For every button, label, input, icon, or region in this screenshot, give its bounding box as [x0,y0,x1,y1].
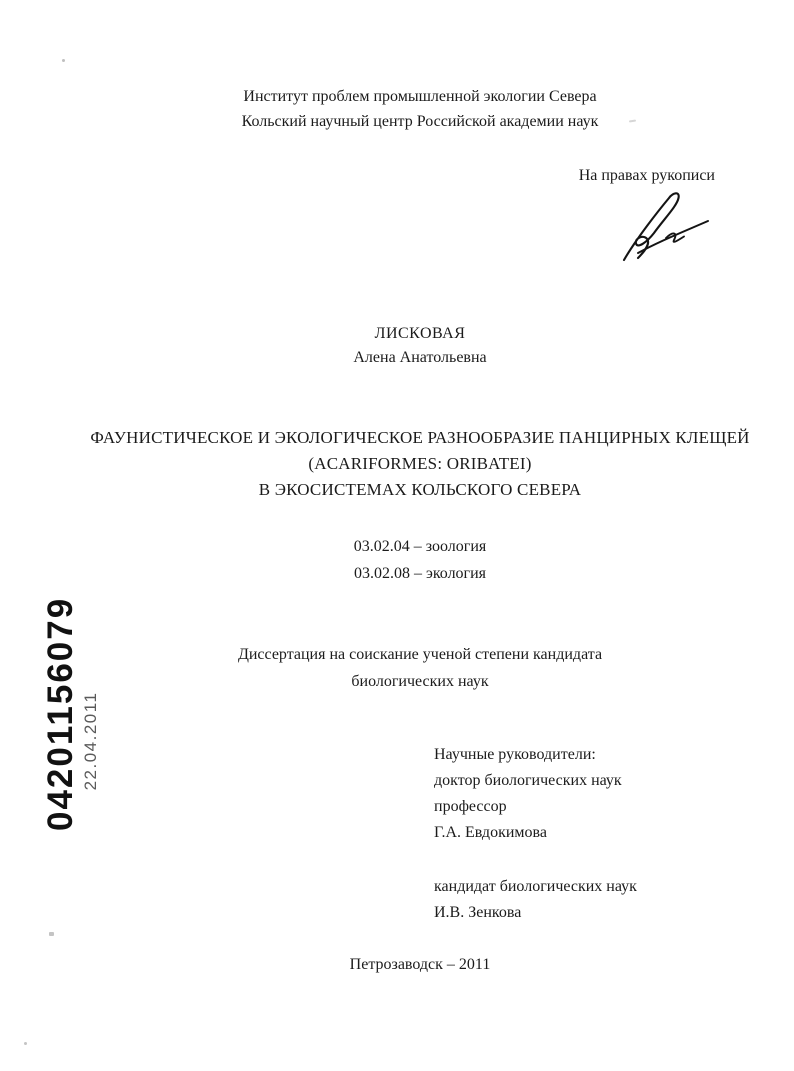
signature-icon [616,190,714,264]
supervisor-2-degree: кандидат биологических наук [434,878,637,895]
supervisors-heading: Научные руководители: [434,746,596,763]
specialty-codes [46,533,794,587]
degree-statement [46,641,794,695]
specialty-zoology: 03.02.04 – зоология [353,538,487,555]
institution-line-1: Институт проблем промышленной экологии Севера [243,88,597,105]
title-line-1: ФАУНИСТИЧЕСКОЕ И ЭКОЛОГИЧЕСКОЕ РАЗНООБРАЗИЕ ПАНЦИРНЫХ КЛЕЩЕЙ [90,428,750,447]
registration-number-stamp: 04201156079 [41,596,80,831]
supervisor-2-name: И.В. Зенкова [434,904,522,921]
author-surname: ЛИСКОВАЯ [374,325,466,342]
title-line-3: В ЭКОСИСТЕМАХ КОЛЬСКОГО СЕВЕРА [258,480,582,499]
supervisor-1-title: профессор [434,798,507,815]
specialty-ecology: 03.02.08 – экология [353,565,487,582]
author-block [46,322,794,370]
manuscript-rights-note: На правах рукописи [578,167,715,184]
author-given-names: Алена Анатольевна [353,349,487,366]
registration-date-stamp: 22.04.2011 [81,691,100,791]
title-line-2: (ACARIFORMES: ORIBATEI) [308,454,532,473]
degree-line-1: Диссертация на соискание ученой степени кандидата [237,646,603,663]
dissertation-title [46,425,794,503]
institution-header [46,84,794,134]
scan-artifact [62,59,65,62]
institution-line-2: Кольский научный центр Российской академии наук [241,113,599,130]
supervisor-1-name: Г.А. Евдокимова [434,824,547,841]
supervisors-block [434,742,637,926]
imprint-city-year: Петрозаводск – 2011 [349,956,491,973]
scan-artifact [49,932,54,936]
scan-artifact [24,1042,27,1045]
degree-line-2: биологических наук [351,673,489,690]
supervisor-1-degree: доктор биологических наук [434,772,622,789]
